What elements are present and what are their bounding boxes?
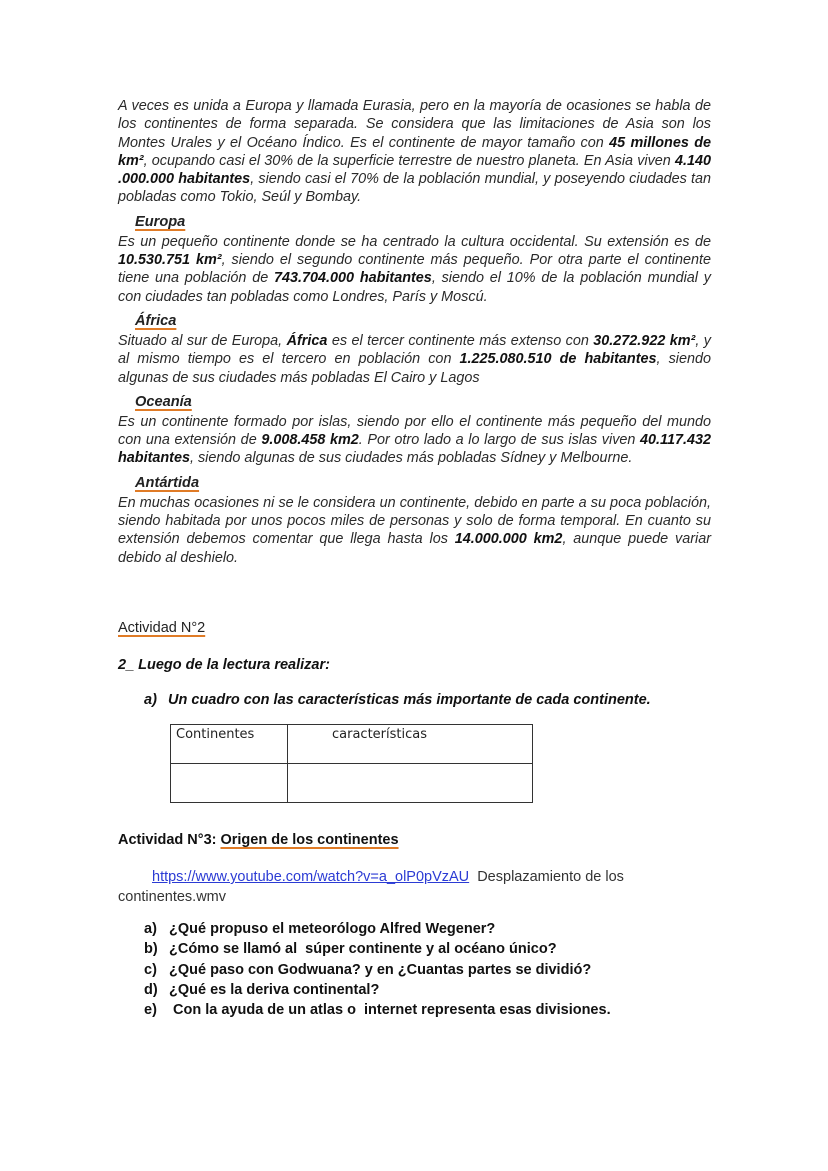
section-europa <box>118 207 711 306</box>
question-text: ¿Cómo se llamó al súper continente y al océano único? <box>169 941 557 958</box>
bold-figure: 30.272.922 km² <box>593 332 696 349</box>
bold-figure: África <box>286 332 328 349</box>
question-text: ¿Qué paso con Godwuana? y en ¿Cuantas partes se dividió? <box>169 961 592 978</box>
bold-figure: 4.140 .000.000 habitantes <box>118 152 711 188</box>
table-header-characteristics: características <box>288 725 533 764</box>
video-caption: Desplazamiento de los continentes.wmv <box>118 869 628 905</box>
table-cell-empty[interactable] <box>288 764 533 803</box>
question-label: b) <box>144 941 158 958</box>
question-text: ¿Qué propuso el meteorólogo Alfred Wegener? <box>169 921 496 937</box>
activity-2-task: 2_ Luego de la lectura realizar: <box>118 657 330 673</box>
question-item <box>144 939 611 959</box>
question-label: a) <box>144 921 157 937</box>
table-cell-empty[interactable] <box>171 764 288 803</box>
question-item <box>144 980 611 1000</box>
bold-figure: 1.225.080.510 de habitantes <box>459 351 657 368</box>
activity-3-heading <box>118 832 399 848</box>
section-oceanía <box>118 387 711 468</box>
section-heading: Antártida <box>135 474 200 491</box>
bold-figure: 14.000.000 km2 <box>454 531 563 548</box>
activity-3-prefix: Actividad N°3: <box>118 832 221 848</box>
section-paragraph: Es un pequeño continente donde se ha centrado la cultura occidental. Su extensión es de 10.530.751 km², siendo el segundo continente más pequeño. Por otra parte el continente tiene una población de 743.704.000 habitantes, siendo el 10% de la población mundial y con ciudades tan pobladas como Londres, París y Moscú. <box>118 233 711 305</box>
asia-paragraph: A veces es unida a Europa y llamada Eurasia, pero en la mayoría de ocasiones se habla de los continentes de forma separada. Se considera que las limitaciones de Asia son los Montes Urales y el Océano Índico. Es el continente de mayor tamaño con 45 millones de km², ocupando casi el 30% de la superficie terrestre de nuestro planeta. En Asia viven 4.140 .000.000 habitantes, siendo casi el 70% de la población mundial, y poseyendo ciudades tan pobladas como Tokio, Seúl y Bombay. <box>118 98 711 206</box>
section-heading: Oceanía <box>135 393 192 410</box>
table-header-row <box>171 725 533 764</box>
characteristics-table <box>170 724 533 803</box>
table-row <box>171 764 533 803</box>
question-item <box>144 1000 611 1020</box>
document-page <box>118 97 712 1019</box>
section-áfrica <box>118 306 711 387</box>
bold-figure: 40.117.432 habitantes <box>118 432 711 467</box>
video-reference <box>118 867 711 907</box>
bold-figure: 45 millones de km² <box>118 134 711 169</box>
bold-figure: 743.704.000 habitantes <box>274 270 432 287</box>
section-heading: Europa <box>135 213 186 230</box>
question-label: d) <box>144 981 158 998</box>
continent-sections <box>118 207 711 567</box>
bold-figure: 10.530.751 km² <box>118 252 222 269</box>
question-list <box>144 919 611 1020</box>
section-paragraph: En muchas ocasiones ni se le considera un continente, debido en parte a su poca población, siendo habitada por unos pocos miles de personas y solo de forma temporal. En cuanto su extensión debemos comentar que llega hasta los 14.000.000 km2, aunque puede variar debido al deshielo. <box>118 494 712 566</box>
activity-2-title: Actividad N°2 <box>118 620 206 636</box>
question-text: ¿Qué es la deriva continental? <box>169 981 380 998</box>
youtube-link[interactable]: https://www.youtube.com/watch?v=a_olP0pVzAU <box>152 869 470 885</box>
question-label: e) <box>144 1002 157 1019</box>
activity-2-item-a <box>144 692 651 708</box>
question-item <box>144 919 611 939</box>
table-header-continents: Continentes <box>171 725 288 764</box>
question-item <box>144 960 611 980</box>
section-antártida <box>118 468 711 567</box>
section-paragraph: Es un continente formado por islas, siendo por ello el continente más pequeño del mundo con una extensión de 9.008.458 km2. Por otro lado a lo largo de sus islas viven 40.117.432 habitantes, siendo algunas de sus ciudades más pobladas Sídney y Melbourne. <box>118 413 711 467</box>
section-paragraph: Situado al sur de Europa, África es el tercer continente más extenso con 30.272.922 km², y al mismo tiempo es el tercero en población con 1.225.080.510 de habitantes, siendo algunas de sus ciudades más pobladas El Cairo y Lagos <box>118 332 711 386</box>
section-heading: África <box>135 312 177 329</box>
activity-3-title: Origen de los continentes <box>220 832 399 848</box>
bold-figure: 9.008.458 km2 <box>261 432 359 449</box>
question-label: c) <box>144 961 157 978</box>
item-label: a) <box>144 692 157 708</box>
item-text: Un cuadro con las características más importante de cada continente. <box>168 692 651 708</box>
question-text: Con la ayuda de un atlas o internet representa esas divisiones. <box>169 1002 611 1019</box>
